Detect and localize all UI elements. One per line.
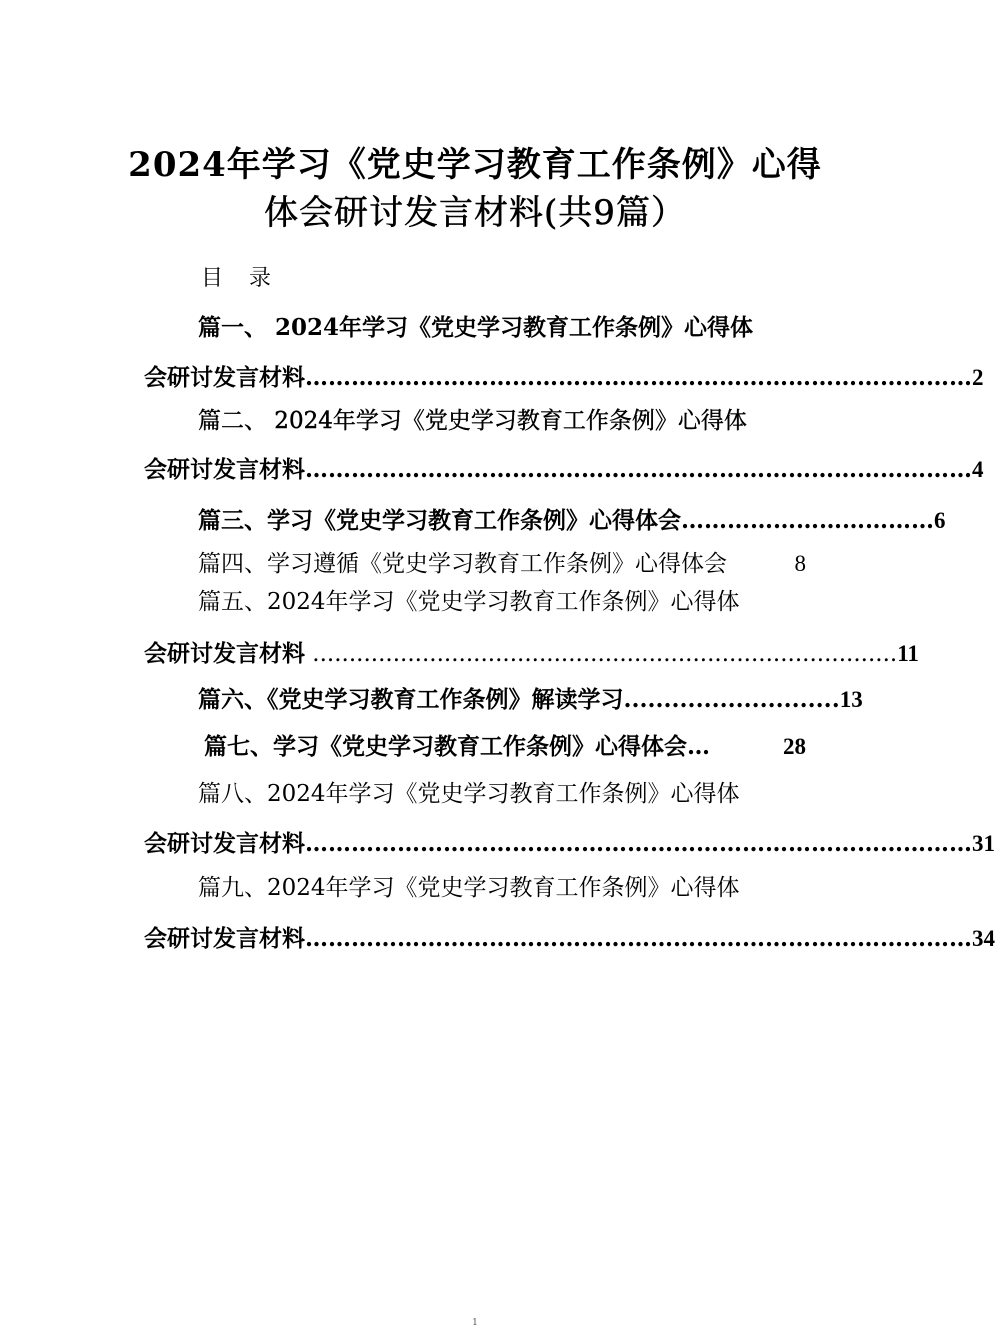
toc-entry-8-line2[interactable]	[144, 830, 995, 857]
toc-entry-6-leader: ...........................	[623, 686, 840, 713]
toc-entry-6-page: 13	[839, 687, 863, 712]
toc-entry-9-line2[interactable]	[144, 925, 995, 952]
toc-entry-9-leader: ……………………………………………………………………………	[305, 925, 972, 952]
toc-entry-7-page: 28	[783, 734, 806, 759]
toc-entry-5-text: 会研讨发言材料	[144, 640, 305, 667]
toc-heading: 目录	[201, 266, 298, 291]
toc-entry-6-text: 篇六、《党史学习教育工作条例》解读学习	[198, 686, 624, 713]
toc-entry-1-line1[interactable]: 篇一、 2024年学习《党史学习教育工作条例》心得体	[198, 314, 754, 341]
toc-entry-7[interactable]	[204, 735, 806, 758]
page-number: 1	[472, 1318, 478, 1328]
toc-entry-2-line2[interactable]	[144, 456, 984, 483]
toc-entry-4[interactable]	[198, 552, 806, 576]
toc-entry-9-page: 34	[972, 926, 995, 951]
toc-entry-7-text: 篇七、学习《党史学习教育工作条例》心得体会	[204, 733, 687, 760]
toc-entry-2-page: 4	[972, 457, 984, 482]
toc-entry-4-page: 8	[794, 551, 806, 576]
toc-entry-3-text: 篇三、学习《党史学习教育工作条例》心得体会	[198, 507, 681, 534]
toc-entry-9-text: 会研讨发言材料	[144, 925, 305, 952]
toc-entry-1-page: 2	[972, 365, 984, 390]
toc-entry-1-line2[interactable]	[144, 364, 984, 391]
toc-entry-4-text: 篇四、学习遵循《党史学习教育工作条例》心得体会	[198, 551, 727, 577]
toc-entry-7-leader: …	[687, 733, 719, 760]
toc-entry-6[interactable]	[198, 686, 863, 713]
toc-entry-8-page: 31	[972, 831, 995, 856]
toc-entry-9-line1[interactable]: 篇九、2024年学习《党史学习教育工作条例》心得体	[198, 875, 740, 901]
toc-entry-2-text: 会研讨发言材料	[144, 456, 305, 483]
toc-entry-1-leader: ……………………………………………………………………………	[305, 364, 972, 391]
toc-entry-5-line2[interactable]	[144, 640, 919, 667]
document-title-line1: 2024年学习《党史学习教育工作条例》心得	[128, 145, 822, 185]
toc-entry-8-leader: ……………………………………………………………………………	[305, 830, 972, 857]
toc-entry-3[interactable]	[198, 507, 946, 534]
toc-entry-8-line1[interactable]: 篇八、2024年学习《党史学习教育工作条例》心得体	[198, 781, 740, 807]
toc-entry-3-page: 6	[934, 508, 946, 533]
toc-entry-5-page: 11	[897, 641, 919, 666]
toc-entry-1-text: 会研讨发言材料	[144, 364, 305, 391]
toc-entry-5-line1[interactable]: 篇五、2024年学习《党史学习教育工作条例》心得体	[198, 589, 740, 615]
toc-entry-3-leader: ……………………………	[681, 507, 934, 534]
toc-entry-8-text: 会研讨发言材料	[144, 830, 305, 857]
document-title-line2: 体会研讨发言材料(共9篇）	[264, 193, 686, 233]
toc-entry-2-leader: ……………………………………………………………………………	[305, 456, 972, 483]
toc-entry-2-line1[interactable]: 篇二、 2024年学习《党史学习教育工作条例》心得体	[198, 408, 747, 434]
toc-entry-5-leader: ................................................................................	[305, 641, 898, 667]
